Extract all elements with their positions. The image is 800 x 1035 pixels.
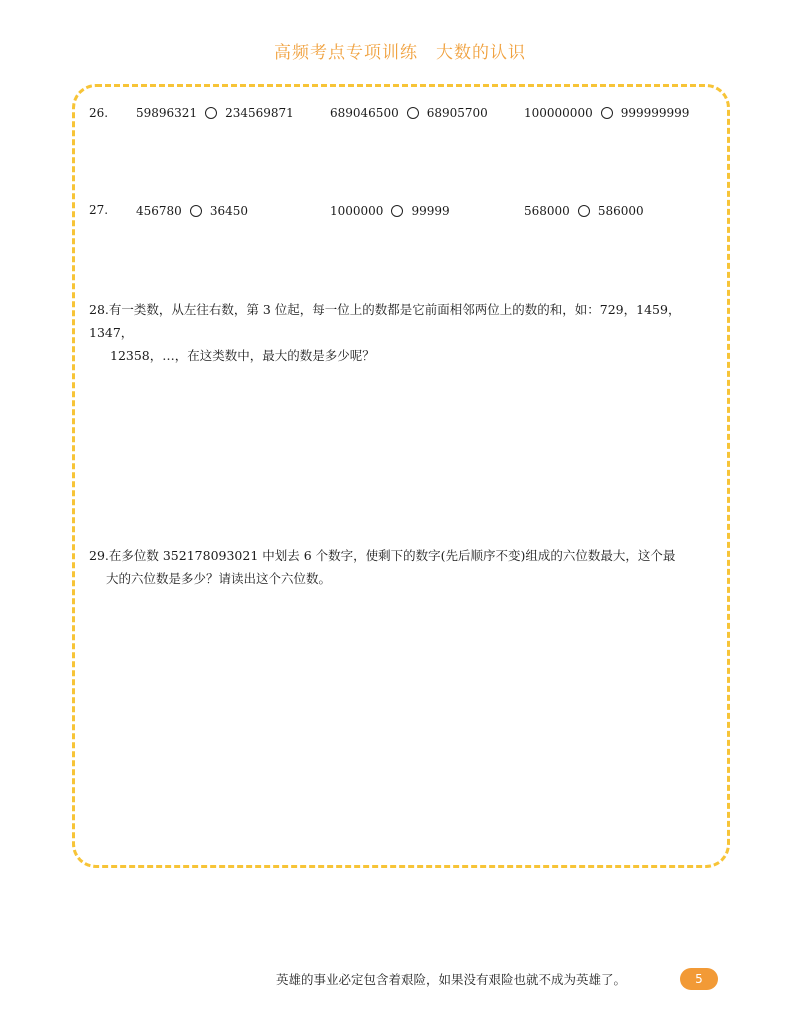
question-29 — [89, 544, 709, 590]
question-26-number: 26. — [89, 106, 109, 120]
header-series-title: 高频考点专项训练 — [274, 43, 418, 63]
q26-1-right: 234569871 — [225, 106, 294, 120]
q26-2-right: 68905700 — [426, 106, 488, 120]
q27-compare-3 — [524, 204, 644, 218]
question-frame — [72, 84, 730, 868]
q27-2-right: 99999 — [411, 204, 450, 218]
q27-1-answer-circle[interactable] — [190, 205, 202, 217]
q27-1-left: 456780 — [136, 204, 182, 218]
q26-compare-1 — [136, 106, 294, 120]
q27-3-left: 568000 — [524, 204, 570, 218]
question-29-line-2: 大的六位数是多少？请读出这个六位数。 — [106, 571, 332, 586]
q27-3-answer-circle[interactable] — [578, 205, 590, 217]
q26-1-answer-circle[interactable] — [205, 107, 217, 119]
q26-2-left: 689046500 — [330, 106, 399, 120]
question-29-line-1: 29.在多位数 352178093021 中划去 6 个数字，使剩下的数字(先后顺序不变)组成的六位数最大，这个最 — [89, 548, 676, 563]
q27-compare-2 — [330, 204, 450, 218]
q26-3-left: 100000000 — [524, 106, 593, 120]
q26-1-left: 59896321 — [136, 106, 198, 120]
question-28-line-2: 12358，…，在这类数中，最大的数是多少呢？ — [110, 348, 375, 363]
q26-3-answer-circle[interactable] — [601, 107, 613, 119]
page-number-badge: 5 — [680, 968, 718, 990]
question-28 — [89, 298, 709, 367]
page-header — [0, 38, 800, 63]
q26-3-right: 999999999 — [620, 106, 690, 120]
q27-2-answer-circle[interactable] — [391, 205, 403, 217]
q26-2-answer-circle[interactable] — [407, 107, 419, 119]
question-28-line-1: 28.有一类数，从左往右数，第 3 位起，每一位上的数都是它前面相邻两位上的数的和，如：729，1459，1347， — [89, 302, 681, 340]
q27-1-right: 36450 — [209, 204, 248, 218]
question-27-number: 27. — [89, 203, 109, 217]
q26-compare-3 — [524, 106, 689, 120]
footer-quote: 英雄的事业必定包含着艰险，如果没有艰险也就不成为英雄了。 — [276, 972, 627, 987]
q27-compare-1 — [136, 204, 248, 218]
header-topic-title: 大数的认识 — [436, 43, 526, 63]
q27-2-left: 1000000 — [330, 204, 384, 218]
q27-3-right: 586000 — [597, 204, 644, 218]
q26-compare-2 — [330, 106, 488, 120]
